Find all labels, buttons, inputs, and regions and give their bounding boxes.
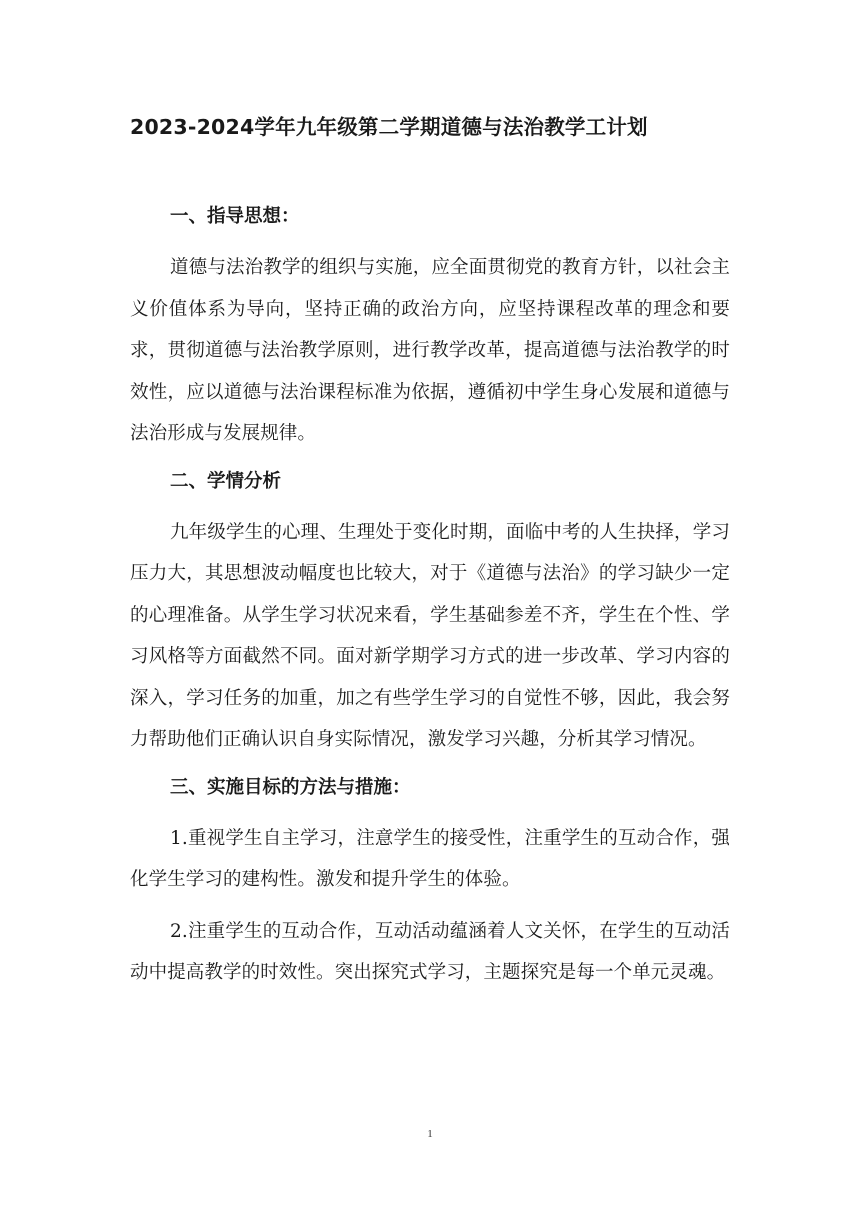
section-heading: 一、指导思想： <box>170 206 300 227</box>
list-item: 2.注重学生的互动合作，互动活动蕴涵着人文关怀，在学生的互动活动中提高教学的时效性。突出探究式学习，主题探究是每一个单元灵魂。 <box>130 920 730 983</box>
section-paragraph: 道德与法治教学的组织与实施，应全面贯彻党的教育方针，以社会主义价值体系为导向，坚持正确的政治方向，应坚持课程改革的理念和要求，贯彻道德与法治教学原则，进行教学改革，提高道德与法治教学的时效性，应以道德与法治课程标准为依据，遵循初中学生身心发展和道德与法治形成与发展规律。 <box>130 257 730 444</box>
section-methods-measures <box>130 771 730 994</box>
section-guiding-ideology <box>130 200 730 455</box>
section-student-analysis <box>130 465 730 761</box>
page-number: 1 <box>427 1128 433 1140</box>
document-title: 2023-2024学年九年级第二学期道德与法治教学工计划 <box>130 115 648 139</box>
section-heading: 三、实施目标的方法与措施： <box>170 776 411 798</box>
list-item: 1.重视学生自主学习，注意学生的接受性，注重学生的互动合作，强化学生学习的建构性。激发和提升学生的体验。 <box>130 827 730 890</box>
section-heading: 二、学情分析 <box>170 470 282 492</box>
document-body <box>130 200 730 1004</box>
section-paragraph: 九年级学生的心理、生理处于变化时期，面临中考的人生抉择，学习压力大，其思想波动幅度也比较大，对于《道德与法治》的学习缺少一定的心理准备。从学生学习状况来看，学生基础参差不齐，学生在个性、学习风格等方面截然不同。面对新学期学习方式的进一步改革、学习内容的深入，学习任务的加重，加之有些学生学习的自觉性不够，因此，我会努力帮助他们正确认识自身实际情况，激发学习兴趣，分析其学习情况。 <box>130 521 730 750</box>
